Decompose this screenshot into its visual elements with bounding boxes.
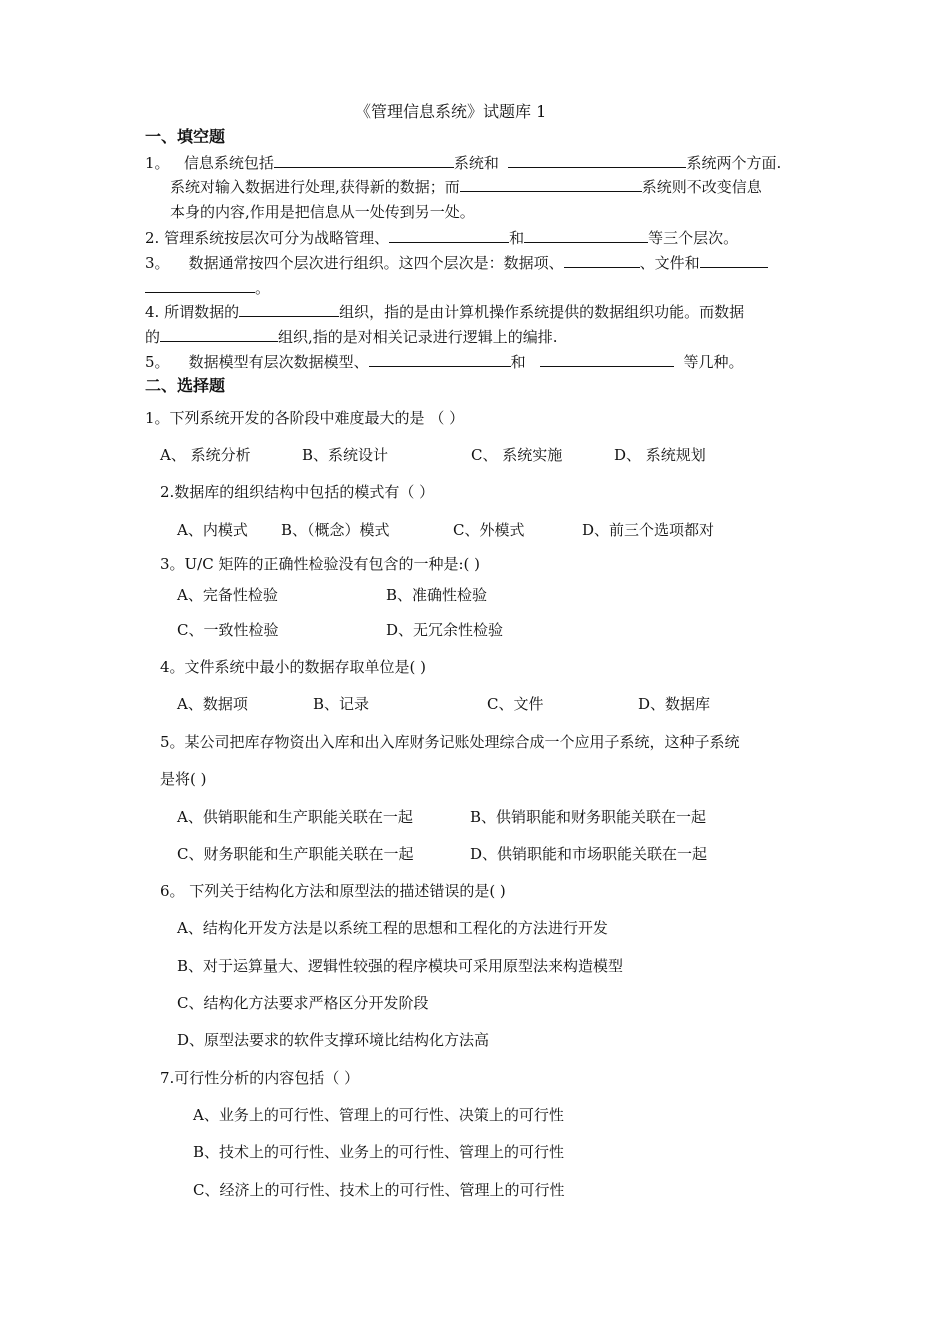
option-c[interactable]: C、一致性检验 — [177, 621, 279, 639]
question-1-line-3: 本身的内容,作用是把信息从一处传到另一处。 — [170, 203, 475, 221]
answer-blank[interactable] — [274, 153, 454, 168]
answer-blank[interactable] — [160, 327, 278, 342]
question-text: 信息系统包括 — [183, 154, 274, 172]
option-c[interactable]: C、经济上的可行性、技术上的可行性、管理上的可行性 — [193, 1181, 565, 1199]
option-b[interactable]: B、（概念）模式 — [281, 521, 390, 539]
question-3-line-2 — [145, 277, 270, 299]
answer-blank[interactable] — [145, 278, 255, 293]
answer-blank[interactable] — [369, 352, 511, 367]
question-5 — [145, 351, 744, 373]
answer-blank[interactable] — [700, 253, 768, 268]
question-number: 5。 — [145, 353, 170, 371]
question-text: 系统则不改变信息 — [641, 178, 762, 196]
question-text: 等几种。 — [683, 353, 744, 371]
question-1 — [145, 152, 781, 174]
page-title: 《管理信息系统》试题库 1 — [355, 102, 547, 121]
question-text: 等三个层次。 — [648, 229, 739, 247]
answer-blank[interactable] — [564, 253, 640, 268]
question-text: 和 — [509, 229, 525, 247]
section-heading-multiple-choice: 二、选择题 — [145, 376, 226, 395]
mc-question-1-stem: 1。下列系统开发的各阶段中难度最大的是 （ ） — [145, 409, 465, 427]
question-4 — [145, 301, 744, 323]
question-text: 系统两个方面. — [686, 154, 782, 172]
option-a[interactable]: A、结构化开发方法是以系统工程的思想和工程化的方法进行开发 — [177, 919, 608, 937]
question-1-line-2 — [170, 176, 762, 198]
option-a[interactable]: A、完备性检验 — [177, 586, 278, 604]
option-d[interactable]: D、前三个选项都对 — [582, 521, 715, 539]
answer-blank[interactable] — [460, 177, 642, 192]
option-b[interactable]: B、系统设计 — [302, 446, 389, 464]
option-c[interactable]: C、结构化方法要求严格区分开发阶段 — [177, 994, 429, 1012]
option-a[interactable]: A、业务上的可行性、管理上的可行性、决策上的可行性 — [193, 1106, 564, 1124]
answer-blank[interactable] — [524, 228, 648, 243]
option-d[interactable]: D、供销职能和市场职能关联在一起 — [470, 845, 708, 863]
option-b[interactable]: B、准确性检验 — [386, 586, 488, 604]
option-a[interactable]: A、数据项 — [177, 695, 248, 713]
question-text: 系统对输入数据进行处理,获得新的数据；而 — [170, 178, 460, 196]
question-number: 1。 — [145, 154, 170, 172]
option-a[interactable]: A、内模式 — [177, 521, 248, 539]
question-number: 3。 — [145, 254, 170, 272]
option-c[interactable]: C、 系统实施 — [471, 446, 563, 464]
option-b[interactable]: B、技术上的可行性、业务上的可行性、管理上的可行性 — [193, 1143, 565, 1161]
question-text: 2. 管理系统按层次可分为战略管理、 — [145, 229, 390, 247]
question-text: 、文件和 — [639, 254, 700, 272]
answer-blank[interactable] — [389, 228, 509, 243]
option-d[interactable]: D、无冗余性检验 — [386, 621, 504, 639]
option-b[interactable]: B、记录 — [313, 695, 370, 713]
question-text: 系统和 — [453, 154, 499, 172]
mc-question-7-stem: 7.可行性分析的内容包括（ ） — [160, 1069, 360, 1087]
option-d[interactable]: D、 系统规划 — [614, 446, 706, 464]
option-d[interactable]: D、数据库 — [638, 695, 711, 713]
mc-question-4-stem: 4。文件系统中最小的数据存取单位是( ) — [160, 658, 427, 676]
question-3 — [145, 252, 768, 274]
option-a[interactable]: A、供销职能和生产职能关联在一起 — [177, 808, 413, 826]
answer-blank[interactable] — [508, 153, 686, 168]
mc-question-2-stem: 2.数据库的组织结构中包括的模式有（ ） — [160, 483, 435, 501]
question-text: 的 — [145, 328, 161, 346]
question-2 — [145, 227, 738, 249]
question-text: 组织,指的是对相关记录进行逻辑上的编排. — [278, 328, 558, 346]
option-b[interactable]: B、供销职能和财务职能关联在一起 — [470, 808, 707, 826]
answer-blank[interactable] — [239, 302, 339, 317]
option-d[interactable]: D、原型法要求的软件支撑环境比结构化方法高 — [177, 1031, 490, 1049]
mc-question-6-stem: 6。 下列关于结构化方法和原型法的描述错误的是( ) — [160, 882, 506, 900]
option-a[interactable]: A、 系统分析 — [160, 446, 251, 464]
option-b[interactable]: B、对于运算量大、逻辑性较强的程序模块可采用原型法来构造模型 — [177, 957, 624, 975]
question-text: 数据模型有层次数据模型、 — [188, 353, 369, 371]
question-4-line-2 — [145, 326, 558, 348]
question-text: 。 — [255, 279, 271, 297]
option-c[interactable]: C、文件 — [487, 695, 544, 713]
section-heading-fill-blank: 一、填空题 — [145, 127, 226, 146]
mc-question-5-stem-line-2: 是将( ) — [160, 770, 207, 788]
question-text: 组织，指的是由计算机操作系统提供的数据组织功能。而数据 — [339, 303, 745, 321]
option-c[interactable]: C、财务职能和生产职能关联在一起 — [177, 845, 414, 863]
question-text: 和 — [510, 353, 526, 371]
option-c[interactable]: C、外模式 — [453, 521, 525, 539]
answer-blank[interactable] — [540, 352, 674, 367]
mc-question-5-stem: 5。某公司把库存物资出入库和出入库财务记账处理综合成一个应用子系统，这种子系统 — [160, 733, 740, 751]
question-text: 4. 所谓数据的 — [145, 303, 240, 321]
mc-question-3-stem: 3。U/C 矩阵的正确性检验没有包含的一种是:( ) — [160, 555, 481, 573]
question-text: 数据通常按四个层次进行组织。这四个层次是：数据项、 — [188, 254, 564, 272]
